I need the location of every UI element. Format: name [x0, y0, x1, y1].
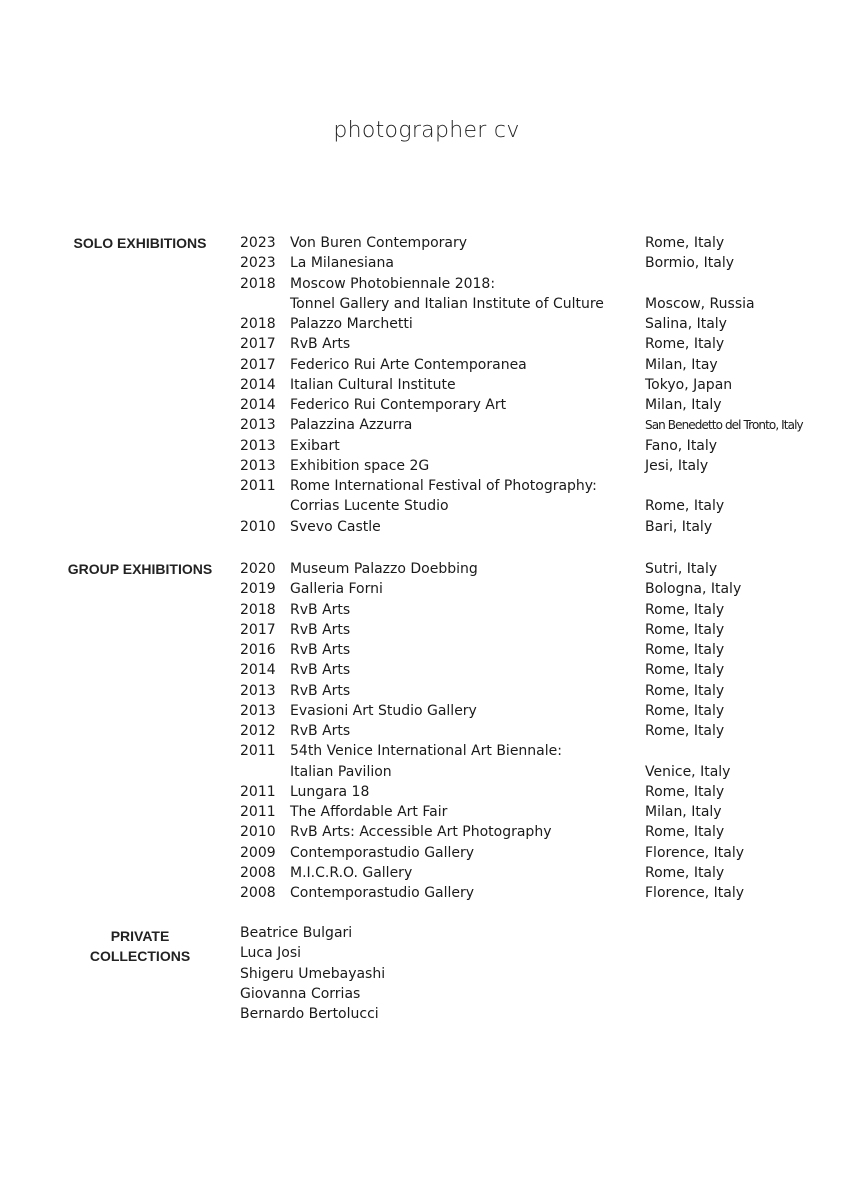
- exhibition-venue: RvB Arts: [290, 621, 351, 638]
- exhibition-year: 2018: [240, 275, 276, 292]
- collector-name: Bernardo Bertolucci: [240, 1006, 379, 1022]
- exhibition-year: 2023: [240, 255, 276, 272]
- exhibition-year: 2010: [240, 824, 276, 841]
- exhibition-location: Rome, Italy: [645, 336, 725, 353]
- group-exhibition-row: [0, 579, 853, 599]
- exhibition-venue: RvB Arts: [290, 642, 351, 658]
- exhibition-year: 2013: [240, 682, 276, 699]
- exhibition-location: Bormio, Italy: [645, 255, 735, 272]
- solo-exhibition-row: [0, 517, 853, 537]
- exhibition-year: 2016: [240, 642, 276, 658]
- exhibition-location: Rome, Italy: [645, 662, 725, 679]
- exhibition-location: Jesi, Italy: [645, 457, 709, 474]
- exhibition-location: Bologna, Italy: [645, 581, 742, 598]
- solo-exhibitions-heading: SOLO EXHIBITIONS: [73, 235, 207, 251]
- collector-name: Giovanna Corrias: [240, 985, 361, 1002]
- exhibition-venue: Corrias Lucente Studio: [290, 498, 449, 515]
- exhibition-location: San Benedetto del Tronto, Italy: [645, 418, 803, 433]
- exhibition-year: 2018: [240, 316, 276, 332]
- exhibition-location: Rome, Italy: [645, 824, 725, 841]
- exhibition-year: 2011: [240, 478, 276, 494]
- exhibition-venue: RvB Arts: [290, 723, 351, 739]
- exhibition-location: Rome, Italy: [645, 642, 725, 658]
- exhibition-location: Rome, Italy: [645, 235, 725, 251]
- group-exhibition-row: [0, 802, 853, 822]
- exhibition-venue: RvB Arts: [290, 601, 351, 618]
- exhibition-year: 2010: [240, 518, 276, 535]
- exhibition-year: 2011: [240, 743, 276, 760]
- group-exhibition-row: [0, 600, 853, 620]
- solo-exhibition-row: [0, 253, 853, 273]
- solo-exhibition-row: [0, 436, 853, 456]
- group-exhibition-row: [0, 822, 853, 842]
- solo-exhibition-row: [0, 233, 853, 253]
- exhibition-venue: Exibart: [290, 437, 340, 454]
- group-exhibition-row: [0, 681, 853, 701]
- exhibition-venue: RvB Arts: Accessible Art Photography: [290, 824, 552, 841]
- exhibition-location: Florence, Italy: [645, 885, 745, 901]
- group-exhibition-row: [0, 640, 853, 660]
- exhibition-year: 2014: [240, 376, 276, 393]
- solo-exhibition-row: [0, 395, 853, 415]
- group-exhibition-row: [0, 620, 853, 640]
- collector-name: Beatrice Bulgari: [240, 925, 353, 941]
- exhibition-year: 2013: [240, 437, 276, 454]
- group-exhibition-row: [0, 782, 853, 802]
- exhibition-location: Rome, Italy: [645, 601, 725, 618]
- exhibition-location: Florence, Italy: [645, 844, 745, 861]
- exhibition-year: 2013: [240, 417, 276, 434]
- solo-exhibition-row: [0, 375, 853, 395]
- exhibition-venue: Contemporastudio Gallery: [290, 885, 475, 901]
- exhibition-year: 2013: [240, 457, 276, 474]
- exhibition-location: Salina, Italy: [645, 316, 727, 332]
- solo-exhibition-row: [0, 334, 853, 354]
- exhibition-venue: M.I.C.R.O. Gallery: [290, 864, 413, 881]
- solo-exhibition-row: [0, 476, 853, 496]
- solo-exhibition-row: [0, 314, 853, 334]
- private-collections-heading: [70, 926, 210, 966]
- exhibition-venue: Federico Rui Contemporary Art: [290, 397, 507, 413]
- exhibition-location: Fano, Italy: [645, 437, 718, 454]
- private-heading-line2: COLLECTIONS: [89, 948, 191, 964]
- exhibition-year: 2008: [240, 864, 276, 881]
- exhibition-venue: Rome International Festival of Photography:: [290, 478, 597, 494]
- solo-exhibition-row: [0, 355, 853, 375]
- exhibition-location: Rome, Italy: [645, 498, 725, 515]
- exhibition-year: 2014: [240, 662, 276, 679]
- exhibition-location: Rome, Italy: [645, 723, 725, 739]
- exhibition-venue: RvB Arts: [290, 682, 351, 699]
- exhibition-venue: Tonnel Gallery and Italian Institute of Culture: [290, 295, 604, 312]
- private-heading-line1: PRIVATE: [110, 928, 170, 944]
- exhibition-venue: Contemporastudio Gallery: [290, 844, 475, 861]
- group-exhibition-row: [0, 762, 853, 782]
- exhibition-year: 2017: [240, 356, 276, 373]
- solo-exhibition-row: [0, 456, 853, 476]
- exhibition-venue: Evasioni Art Studio Gallery: [290, 702, 477, 719]
- exhibition-year: 2019: [240, 581, 276, 598]
- exhibition-year: 2011: [240, 804, 276, 820]
- exhibition-location: Tokyo, Japan: [645, 376, 733, 393]
- solo-exhibition-row: [0, 294, 853, 314]
- group-exhibition-row: [0, 721, 853, 741]
- exhibition-year: 2014: [240, 397, 276, 413]
- exhibition-venue: RvB Arts: [290, 336, 351, 353]
- exhibition-year: 2020: [240, 561, 276, 577]
- exhibition-venue: Lungara 18: [290, 783, 370, 800]
- exhibition-location: Rome, Italy: [645, 864, 725, 881]
- group-exhibition-row: [0, 843, 853, 863]
- exhibition-venue: Moscow Photobiennale 2018:: [290, 275, 496, 292]
- exhibition-year: 2018: [240, 601, 276, 618]
- exhibition-venue: Von Buren Contemporary: [290, 235, 468, 251]
- exhibition-year: 2011: [240, 783, 276, 800]
- exhibition-year: 2009: [240, 844, 276, 861]
- exhibition-location: Rome, Italy: [645, 783, 725, 800]
- exhibition-venue: Italian Pavilion: [290, 763, 392, 780]
- exhibition-location: Milan, Itay: [645, 356, 718, 373]
- group-exhibition-row: [0, 863, 853, 883]
- exhibition-year: 2023: [240, 235, 276, 251]
- exhibition-venue: 54th Venice International Art Biennale:: [290, 743, 562, 760]
- exhibition-location: Rome, Italy: [645, 702, 725, 719]
- group-exhibitions-heading: GROUP EXHIBITIONS: [67, 561, 213, 577]
- exhibition-venue: Palazzina Azzurra: [290, 417, 413, 434]
- collector-name: Shigeru Umebayashi: [240, 965, 386, 982]
- group-exhibition-row: [0, 559, 853, 579]
- exhibition-venue: Palazzo Marchetti: [290, 316, 413, 332]
- exhibition-venue: La Milanesiana: [290, 255, 394, 272]
- exhibition-location: Moscow, Russia: [645, 295, 755, 312]
- group-exhibition-row: [0, 883, 853, 903]
- exhibition-year: 2008: [240, 885, 276, 901]
- exhibition-location: Milan, Italy: [645, 804, 722, 820]
- exhibition-year: 2017: [240, 621, 276, 638]
- exhibition-year: 2017: [240, 336, 276, 353]
- exhibition-location: Sutri, Italy: [645, 561, 718, 577]
- exhibition-location: Bari, Italy: [645, 518, 713, 535]
- exhibition-location: Milan, Italy: [645, 397, 722, 413]
- group-exhibition-row: [0, 701, 853, 721]
- exhibition-venue: Federico Rui Arte Contemporanea: [290, 356, 527, 373]
- exhibition-year: 2013: [240, 702, 276, 719]
- exhibition-venue: RvB Arts: [290, 662, 351, 679]
- exhibition-venue: Svevo Castle: [290, 518, 381, 535]
- exhibition-location: Rome, Italy: [645, 682, 725, 699]
- page-title: photographer cv: [333, 118, 520, 143]
- exhibition-venue: Museum Palazzo Doebbing: [290, 561, 478, 577]
- solo-exhibition-row: [0, 274, 853, 294]
- group-exhibition-row: [0, 660, 853, 680]
- solo-exhibition-row: [0, 496, 853, 516]
- exhibition-location: Rome, Italy: [645, 621, 725, 638]
- group-exhibition-row: [0, 741, 853, 761]
- collector-name: Luca Josi: [240, 945, 302, 962]
- exhibition-venue: Italian Cultural Institute: [290, 376, 456, 393]
- exhibition-venue: Exhibition space 2G: [290, 457, 430, 474]
- exhibition-venue: The Affordable Art Fair: [290, 804, 448, 820]
- solo-exhibition-row: [0, 415, 853, 435]
- exhibition-venue: Galleria Forni: [290, 581, 383, 598]
- exhibition-location: Venice, Italy: [645, 763, 731, 780]
- exhibition-year: 2012: [240, 723, 276, 739]
